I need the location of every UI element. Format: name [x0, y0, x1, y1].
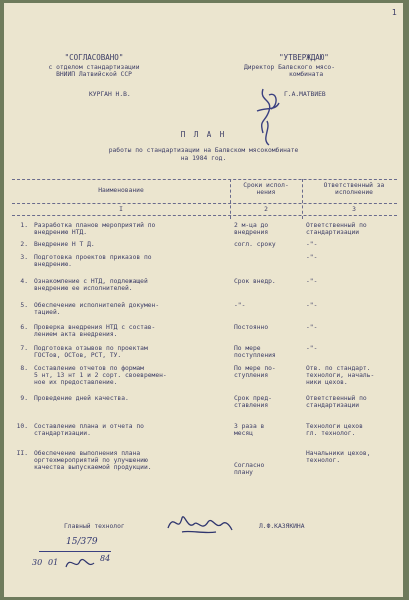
row-term	[234, 423, 304, 437]
row-responsible	[306, 278, 406, 285]
row-resp-line: -"-	[306, 278, 318, 285]
row-resp-line: Начальники цехов,	[306, 450, 371, 457]
row-term-line: согл. сроку	[234, 241, 276, 248]
row-name-line: Разработка планов мероприятий по	[34, 222, 156, 229]
director-signature-image	[249, 81, 289, 151]
plan-title: П Л А Н	[180, 130, 227, 139]
row-resp-line: -"-	[306, 254, 318, 261]
header-term: Сроки испол- нения	[243, 182, 289, 197]
row-resp-line: -"-	[306, 345, 318, 352]
row-term-line: месяц	[234, 430, 253, 438]
row-name	[34, 324, 214, 338]
row-name-line: Составление плана и отчета по	[34, 423, 144, 430]
col-number-1: I	[119, 206, 123, 213]
row-name-line: ГОСТов, ОСТов, РСТ, ТУ.	[34, 352, 122, 360]
stamp-month: 01	[48, 558, 59, 567]
row-name-line: Проверка внедрения НТД с состав-	[34, 324, 156, 331]
row-term	[234, 462, 304, 476]
approval-left-line1: с отделом стандартизации	[48, 64, 140, 71]
row-term-line: По мере по-	[234, 365, 276, 372]
row-resp-line: технолог.	[306, 457, 341, 465]
row-term-line: 2 м-ца до	[234, 222, 269, 229]
row-term-line: Срок пред-	[234, 395, 272, 402]
row-term	[234, 222, 304, 236]
stamp-divider	[39, 551, 111, 552]
header-name: Наименование	[98, 187, 144, 194]
stamp-year: 84	[100, 554, 111, 563]
row-number: 2.	[20, 241, 28, 248]
row-responsible	[306, 450, 406, 464]
row-name	[34, 241, 214, 248]
row-name-line: внедрению НТД.	[34, 229, 88, 237]
document-sheet	[4, 3, 403, 597]
row-number: 9.	[20, 395, 28, 402]
row-name-line: ное их предоставление.	[34, 379, 118, 387]
row-responsible	[306, 395, 406, 409]
row-resp-line: технологи, началь-	[306, 372, 375, 380]
table-header	[12, 179, 397, 219]
approval-right-signer: Г.А.МАТВИЕВ	[284, 91, 326, 98]
row-number: 3.	[20, 254, 28, 261]
row-name-line: Внедрение Н Т Д.	[34, 241, 95, 248]
row-responsible	[306, 241, 406, 248]
row-term	[234, 241, 304, 248]
row-term-line: По мере	[234, 345, 261, 352]
col-number-3: 3	[352, 206, 356, 213]
row-name-line: Проведение дней качества.	[34, 395, 129, 402]
plan-subtitle-line2: на 1984 год.	[180, 155, 227, 162]
row-name	[34, 254, 214, 268]
row-term-line: Постоянно	[234, 324, 269, 331]
row-name	[34, 450, 214, 472]
row-term-line: 3 раза в	[234, 423, 265, 430]
row-number: 1.	[20, 222, 28, 229]
row-name-line: внедрению.	[34, 261, 72, 269]
row-resp-line: ники цехов.	[306, 379, 348, 387]
row-term-line: плану	[234, 469, 253, 477]
row-resp-line: стандартизации	[306, 229, 360, 237]
stamp-initials-image	[62, 553, 98, 573]
registration-number: 15/379	[66, 537, 98, 547]
row-resp-line: стандартизации	[306, 402, 360, 410]
row-name-line: внедрению ее исполнителей.	[34, 285, 133, 293]
row-term-line: -"-	[234, 302, 246, 309]
row-name-line: Ознакомление с НТД, подлежащей	[34, 278, 148, 285]
row-number: 4.	[20, 278, 28, 285]
row-name-line: тацией.	[34, 309, 61, 317]
row-name-line: стандартизации.	[34, 430, 91, 438]
approval-left-line2: ВНИИП Латвийской ССР	[56, 71, 132, 78]
row-name	[34, 302, 214, 316]
chief-technologist-name: Л.Ф.КАЗЯКИНА	[259, 523, 305, 530]
row-name-line: Обеспечение исполнителей докумен-	[34, 302, 160, 309]
row-term-line: ступления	[234, 372, 269, 380]
row-responsible	[306, 222, 406, 236]
row-term-line: внедрения	[234, 229, 269, 237]
row-name	[34, 395, 214, 402]
row-term	[234, 302, 304, 309]
row-number: 6.	[20, 324, 28, 331]
row-responsible	[306, 423, 406, 437]
row-number: 10.	[16, 423, 28, 430]
row-resp-line: Ответственный по	[306, 395, 367, 402]
approval-left-signer: КУРГАН Н.В.	[89, 91, 131, 98]
row-name-line: Составление отчетов по формам	[34, 365, 144, 372]
header-responsible: Ответственный за исполнение	[323, 182, 385, 197]
technologist-signature-image	[164, 508, 234, 538]
row-number: 5.	[20, 302, 28, 309]
row-name-line: оргтехмероприятий по улучшению	[34, 457, 148, 465]
row-number: 8.	[20, 365, 28, 372]
row-number: II.	[16, 450, 28, 457]
row-number: 7.	[20, 345, 28, 352]
chief-technologist-role: Главный технолог	[64, 523, 125, 530]
row-resp-line: -"-	[306, 302, 318, 309]
row-name-line: Обеспечение выполнения плана	[34, 450, 141, 457]
row-name	[34, 222, 214, 236]
row-name	[34, 423, 214, 437]
row-resp-line: гл. технолог.	[306, 430, 356, 438]
approval-right-line2: комбината	[289, 71, 324, 78]
approval-right-line1: Директор Балвского мясо-	[244, 64, 335, 71]
row-responsible	[306, 254, 406, 261]
row-responsible	[306, 324, 406, 331]
row-name-line: Подготовка отзывов по проектам	[34, 345, 148, 352]
row-resp-line: Технологи цехов	[306, 423, 363, 430]
row-term	[234, 395, 304, 409]
row-responsible	[306, 302, 406, 309]
row-term	[234, 365, 304, 379]
row-responsible	[306, 345, 406, 352]
row-name-line: лением акта внедрения.	[34, 331, 118, 339]
row-name-line: качества выпускаемой продукции.	[34, 464, 152, 472]
stamp-day: 30	[32, 558, 43, 567]
row-responsible	[306, 365, 406, 387]
row-name	[34, 365, 214, 387]
row-term-line: ставления	[234, 402, 269, 410]
approval-left-title: "СОГЛАСОВАНО"	[64, 53, 124, 62]
row-name	[34, 345, 214, 359]
row-resp-line: -"-	[306, 241, 318, 248]
row-term-line: Согласно	[234, 462, 265, 469]
plan-subtitle-line1: работы по стандартизации на Балвском мясокомбинате	[108, 147, 299, 154]
row-term	[234, 345, 304, 359]
row-name-line: Подготовка проектов приказов по	[34, 254, 152, 261]
row-name-line: 5 нт, 13 нт 1 и 2 сорт. своевремен-	[34, 372, 167, 380]
row-name	[34, 278, 214, 292]
page-number: 1	[391, 8, 397, 17]
row-term	[234, 324, 304, 331]
row-term	[234, 278, 304, 285]
row-term-line: Срок внедр.	[234, 278, 276, 285]
row-resp-line: -"-	[306, 324, 318, 331]
row-resp-line: Отв. по стандарт.	[306, 365, 371, 372]
col-number-2: 2	[264, 206, 268, 213]
row-resp-line: Ответственный по	[306, 222, 367, 229]
row-term-line: поступления	[234, 352, 276, 360]
approval-right-title: "УТВЕРЖДАЮ"	[279, 53, 329, 62]
